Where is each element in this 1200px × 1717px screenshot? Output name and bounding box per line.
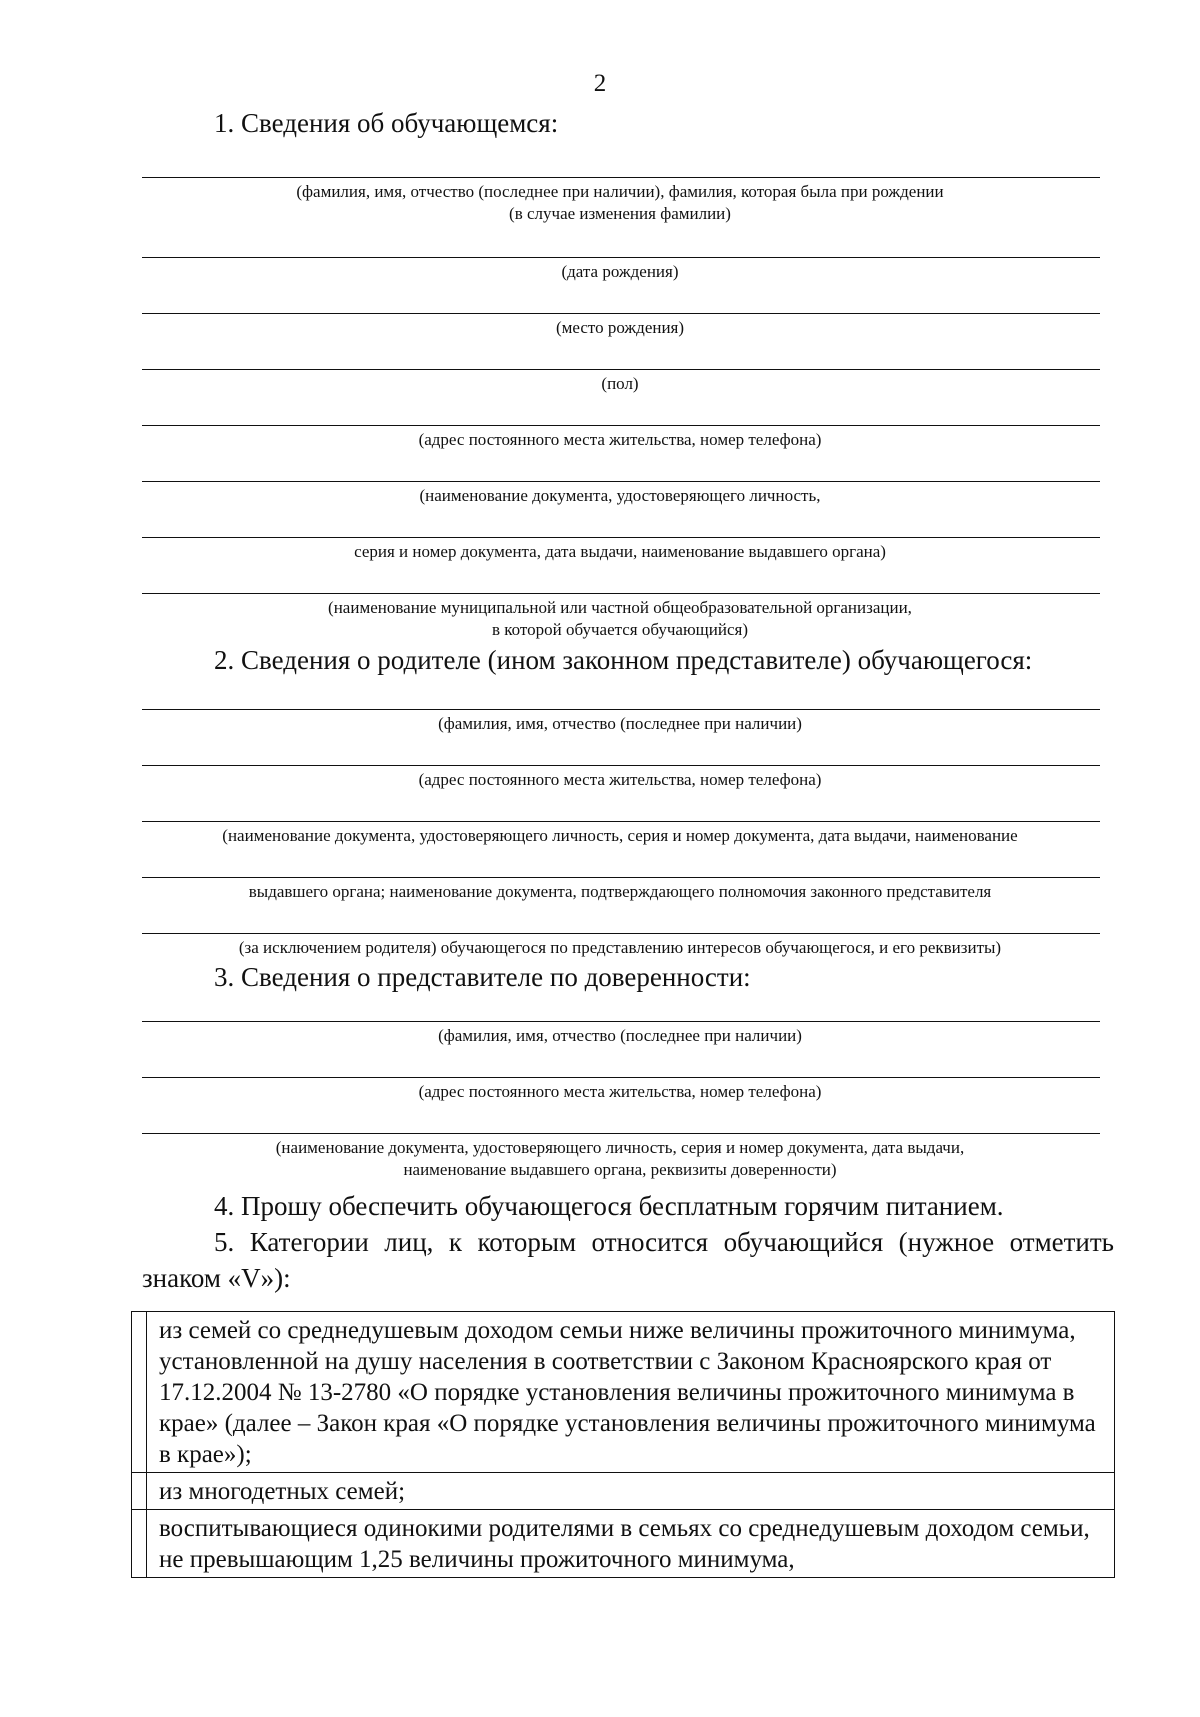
student-address-line[interactable]	[142, 425, 1100, 426]
representative-document-line[interactable]	[142, 1133, 1100, 1134]
student-birthplace-caption: (место рождения)	[555, 318, 685, 337]
category-checkbox-large-family[interactable]	[132, 1473, 147, 1510]
parent-authority-document-line[interactable]	[142, 877, 1100, 878]
category-label-large-family: из многодетных семей;	[147, 1473, 1115, 1510]
student-school-caption: (наименование муниципальной или частной общеобразовательной организации, в которой обучается обучающийся)	[328, 598, 912, 639]
student-birthdate-caption: (дата рождения)	[561, 262, 679, 281]
section-3-heading: 3. Сведения о представителе по доверенности:	[214, 962, 751, 992]
student-school-line[interactable]	[142, 593, 1100, 594]
parent-id-document-line[interactable]	[142, 821, 1100, 822]
student-id-details-caption: серия и номер документа, дата выдачи, наименование выдавшего органа)	[354, 542, 886, 561]
category-row	[132, 1312, 1115, 1473]
category-checkbox-single-parent[interactable]	[132, 1510, 147, 1578]
parent-authority-details-caption: (за исключением родителя) обучающегося по представлению интересов обучающегося, и его реквизиты)	[238, 938, 1002, 957]
student-fullname-caption: (фамилия, имя, отчество (последнее при наличии), фамилия, которая была при рождении (в случае изменения фамилии)	[296, 182, 944, 223]
parent-id-document-caption: (наименование документа, удостоверяющего личность, серия и номер документа, дата выдачи, наименование	[222, 826, 1018, 845]
student-id-document-caption: (наименование документа, удостоверяющего личность,	[419, 486, 821, 505]
student-id-details-line[interactable]	[142, 537, 1100, 538]
representative-fullname-caption: (фамилия, имя, отчество (последнее при наличии)	[438, 1026, 802, 1045]
category-label-low-income: из семей со среднедушевым доходом семьи ниже величины прожиточного минимума, установленной на душу населения в соответствии с Законом Красноярского края от 17.12.2004 № 13-2780 «О порядке установления величины прожиточного минимума в крае» (далее – Закон края «О порядке установления величины прожиточного минимума в крае»);	[147, 1312, 1115, 1473]
categories-table	[131, 1311, 1115, 1578]
free-meals-request: 4. Прошу обеспечить обучающегося бесплатным горячим питанием.	[214, 1191, 1004, 1221]
representative-address-caption: (адрес постоянного места жительства, номер телефона)	[418, 1082, 822, 1101]
student-sex-caption: (пол)	[601, 374, 639, 393]
parent-fullname-caption: (фамилия, имя, отчество (последнее при наличии)	[438, 714, 802, 733]
categories-intro: 5. Категории лиц, к которым относится обучающийся (нужное отметить знаком «V»):	[142, 1227, 1114, 1293]
representative-document-caption: (наименование документа, удостоверяющего личность, серия и номер документа, дата выдачи, наименование выдавшего органа, реквизиты доверенности)	[275, 1138, 965, 1179]
parent-fullname-line[interactable]	[142, 709, 1100, 710]
section-1-heading: 1. Сведения об обучающемся:	[214, 108, 559, 138]
student-birthplace-line[interactable]	[142, 313, 1100, 314]
student-sex-line[interactable]	[142, 369, 1100, 370]
parent-authority-document-caption: выдавшего органа; наименование документа, подтверждающего полномочия законного представителя	[248, 882, 992, 901]
category-label-single-parent: воспитывающиеся одинокими родителями в семьях со среднедушевым доходом семьи, не превышающим 1,25 величины прожиточного минимума,	[147, 1510, 1115, 1578]
student-birthdate-line[interactable]	[142, 257, 1100, 258]
category-checkbox-low-income[interactable]	[132, 1312, 147, 1473]
student-fullname-line[interactable]	[142, 177, 1100, 178]
representative-address-line[interactable]	[142, 1077, 1100, 1078]
student-id-document-line[interactable]	[142, 481, 1100, 482]
parent-address-line[interactable]	[142, 765, 1100, 766]
parent-address-caption: (адрес постоянного места жительства, номер телефона)	[418, 770, 822, 789]
student-address-caption: (адрес постоянного места жительства, номер телефона)	[418, 430, 822, 449]
parent-authority-details-line[interactable]	[142, 933, 1100, 934]
page-number: 2	[593, 70, 607, 97]
category-row	[132, 1473, 1115, 1510]
representative-fullname-line[interactable]	[142, 1021, 1100, 1022]
section-2-heading: 2. Сведения о родителе (ином законном представителе) обучающегося:	[214, 645, 1033, 675]
category-row	[132, 1510, 1115, 1578]
